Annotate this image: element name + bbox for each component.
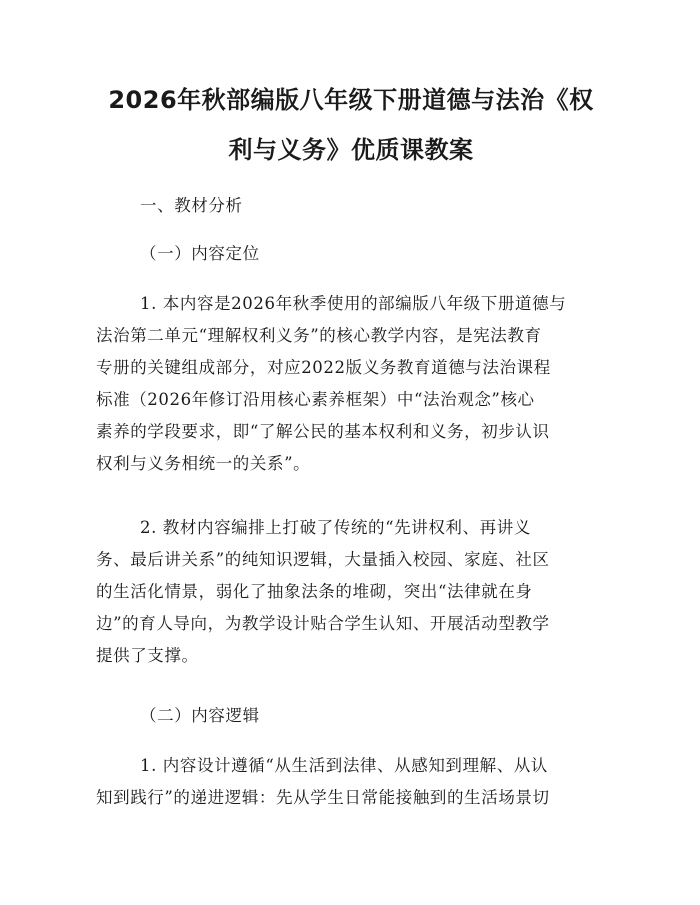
document-title-line-2: 利与义务》优质课教案: [228, 136, 474, 164]
paragraph-line: 专册的关键组成部分，对应2022版义务教育道德与法治课程: [96, 358, 551, 377]
paragraph-line: 1. 内容设计遵循“从生活到法律、从感知到理解、从认: [140, 756, 549, 775]
paragraph-line: 知到践行”的递进逻辑：先从学生日常能接触到的生活场景切: [96, 788, 550, 807]
paragraph-line: 2. 教材内容编排上打破了传统的“先讲权利、再讲义: [140, 518, 531, 537]
paragraph-line: 边”的育人导向，为教学设计贴合学生认知、开展活动型教学: [96, 614, 550, 633]
paragraph-line: 权利与义务相统一的关系”。: [96, 454, 311, 473]
paragraph-line: 法治第二单元“理解权利义务”的核心教学内容，是宪法教育: [96, 326, 542, 345]
paragraph-line: 的生活化情景，弱化了抽象法条的堆砌，突出“法律就在身: [96, 582, 533, 601]
subsection-heading: （二）内容逻辑: [140, 706, 260, 725]
subsection-heading: （一）内容定位: [140, 244, 260, 263]
paragraph-line: 标准（2026年修订沿用核心素养框架）中“法治观念”核心: [96, 390, 535, 409]
paragraph-line: 素养的学段要求，即“了解公民的基本权利和义务，初步认识: [96, 422, 550, 441]
paragraph-line: 务、最后讲关系”的纯知识逻辑，大量插入校园、家庭、社区: [96, 550, 550, 569]
document-title-line-1: 2026年秋部编版八年级下册道德与法治《权: [108, 86, 594, 114]
paragraph-line: 1. 本内容是2026年秋季使用的部编版八年级下册道德与: [140, 294, 567, 313]
paragraph-line: 提供了支撑。: [96, 646, 199, 665]
section-heading: 一、教材分析: [140, 196, 243, 215]
